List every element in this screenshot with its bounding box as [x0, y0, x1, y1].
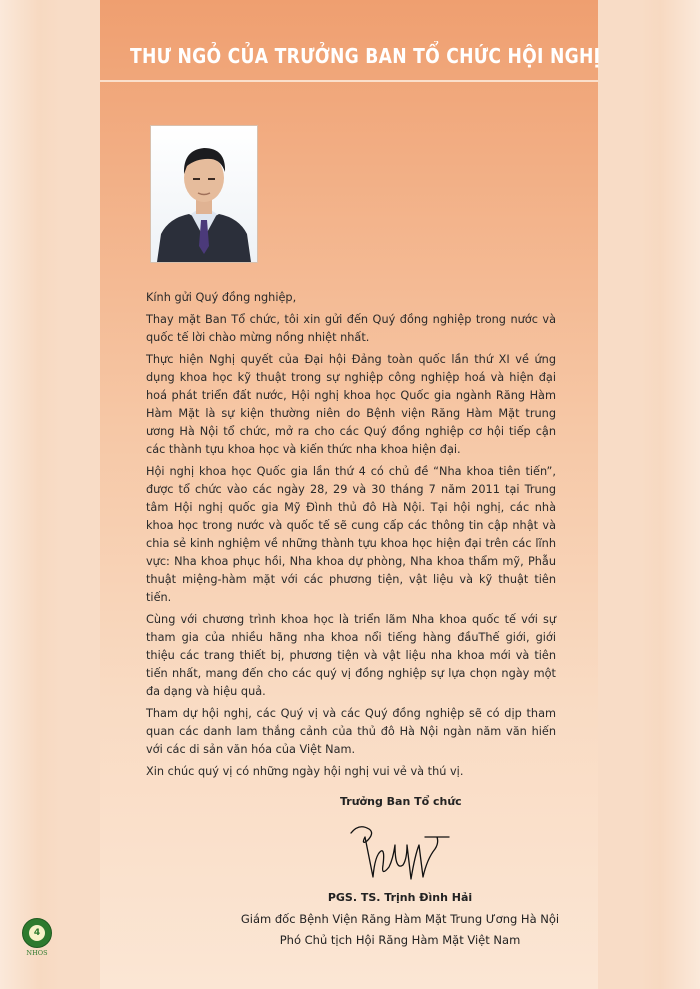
letter-paragraph: Tham dự hội nghị, các Quý vị và các Quý đồng nghiệp sẽ có dịp tham quan các danh lam thắng cảnh của thủ đô Hà Nội ngàn năm văn hiến với các di sản văn hóa của Việt Nam. [146, 707, 556, 756]
title-divider [100, 80, 598, 82]
letter-body [146, 289, 556, 785]
letter-paragraph: Hội nghị khoa học Quốc gia lần thứ 4 có chủ đề “Nha khoa tiên tiến”, được tổ chức vào các ngày 28, 29 và 30 tháng 7 năm 2011 tại Trung tâm Hội nghị quốc gia Mỹ Đình thủ đô Hà Nội. Tại hội nghị, các nhà khoa học trong nước và quốc tế sẽ cung cấp các thông tin cập nhật và chia sẻ kinh nghiệm về những thành tựu khoa học hiện đại trên các lĩnh vực: Nha khoa phục hồi, Nha khoa dự phòng, Nha khoa thẩm mỹ, Phẫu thuật miệng-hàm mặt với các phương tiện, vật liệu và kỹ thuật tiên tiến. [146, 465, 556, 604]
handwritten-signature [345, 815, 455, 885]
letter-greeting: Kính gửi Quý đồng nghiệp, [146, 291, 297, 304]
signer-role-vice-president: Phó Chủ tịch Hội Răng Hàm Mặt Việt Nam [279, 933, 521, 947]
logo-icon [22, 918, 52, 948]
page-badge [22, 918, 52, 964]
page-number: 4 [29, 925, 45, 941]
letter-paragraph: Thay mặt Ban Tổ chức, tôi xin gửi đến Quý đồng nghiệp trong nước và quốc tế lời chào mừng nồng nhiệt nhất. [146, 313, 556, 344]
signer-name: PGS. TS. Trịnh Đình Hải [327, 891, 473, 904]
badge-label: NHOS [26, 949, 48, 957]
page-title: THƯ NGỎ CỦA TRƯỞNG BAN TỔ CHỨC HỘI NGHỊ [130, 44, 601, 68]
portrait-photo [150, 125, 258, 263]
letter-paragraph: Cùng với chương trình khoa học là triển lãm Nha khoa quốc tế với sự tham gia của nhiều hãng nha khoa nổi tiếng hàng đầuThế giới, giới thiệu các trang thiết bị, phương tiện và vật liệu nha khoa mới và tiên tiến nhất, mang đến cho các quý vị đồng nghiệp sự lựa chọn ngày một đa dạng và hiệu quả. [146, 613, 556, 698]
letter-paragraph: Xin chúc quý vị có những ngày hội nghị vui vẻ và thú vị. [146, 765, 464, 778]
signer-role-director: Giám đốc Bệnh Viện Răng Hàm Mặt Trung Ương Hà Nội [240, 912, 560, 926]
signature-title: Trưởng Ban Tổ chức [340, 795, 462, 808]
letter-paragraph: Thực hiện Nghị quyết của Đại hội Đảng toàn quốc lần thứ XI về ứng dụng khoa học kỹ thuật trong sự nghiệp công nghiệp hoá và hiện đại hoá phát triển đất nước, Hội nghị khoa học Quốc gia ngành Răng Hàm Hàm Mặt là sự kiện thường niên do Bệnh viện Răng Hàm Mặt trung ương Hà Nội tổ chức, mở ra cho các Quý đồng nghiệp cơ hội tiếp cận các thành tựu khoa học và kiến thức nha khoa hiện đại. [146, 353, 556, 456]
